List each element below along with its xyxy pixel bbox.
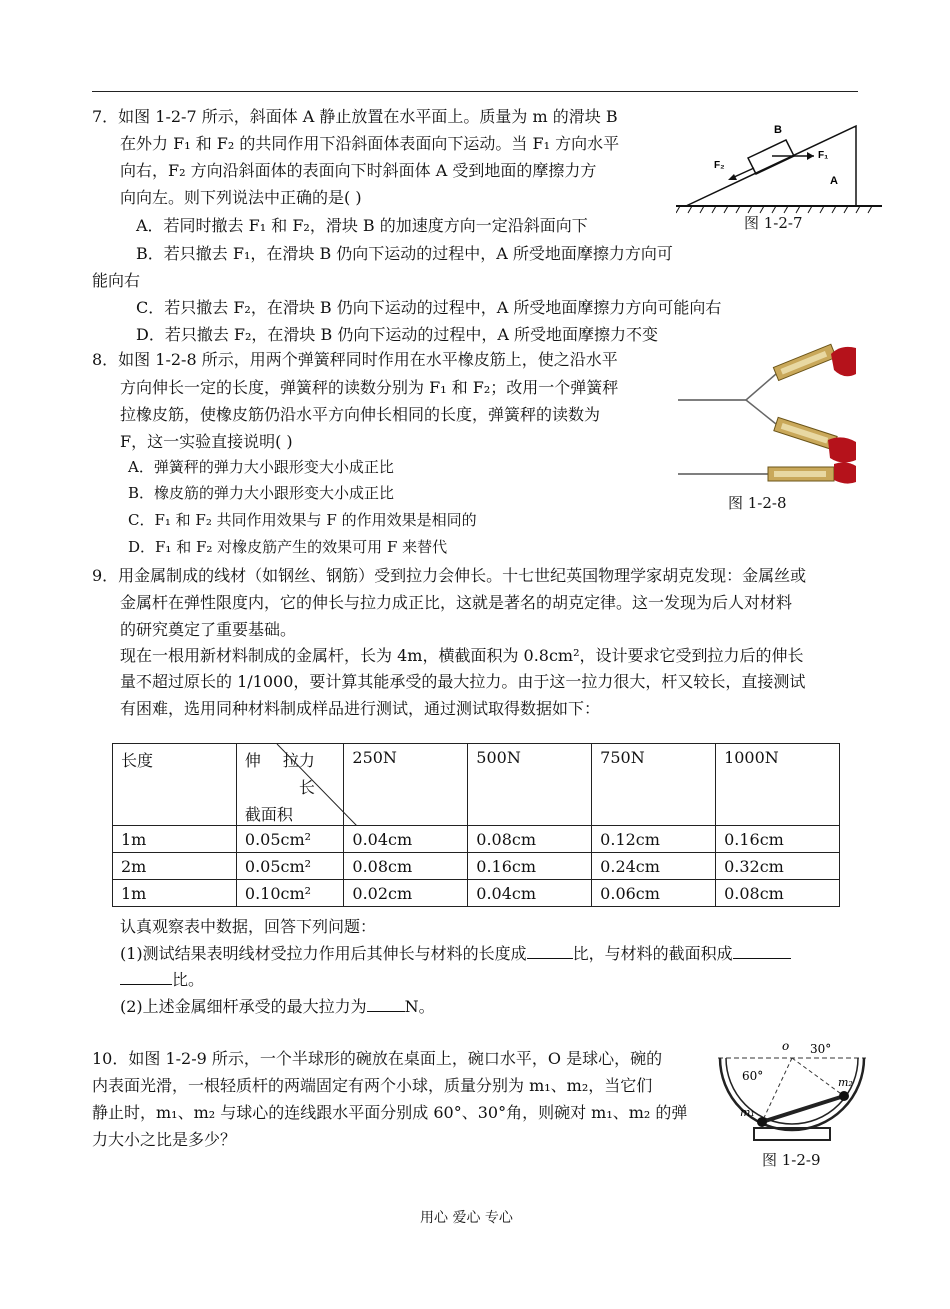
cell: 0.12cm — [592, 826, 716, 853]
q10-line-2: 内表面光滑，一根轻质杆的两端固定有两个小球，质量分别为 m₁、m₂，当它们 — [92, 1076, 653, 1095]
figure-1-2-9-caption: 图 1-2-9 — [762, 1151, 821, 1169]
q9-sub1-text-a: (1)测试结果表明线材受拉力作用后其伸长与材料的长度成 — [120, 944, 527, 963]
header-rule — [92, 91, 858, 92]
label-f1: F₁ — [818, 150, 829, 161]
label-30: 30° — [810, 1042, 832, 1056]
label-m2: m₂ — [838, 1076, 853, 1089]
header-length: 长度 — [113, 744, 237, 826]
cell: 0.04cm — [344, 826, 468, 853]
q7-option-a: A．若同时撤去 F₁ 和 F₂，滑块 B 的加速度方向一定沿斜面向下 — [136, 216, 588, 235]
q10-line-4: 力大小之比是多少？ — [92, 1130, 237, 1149]
q9-sub1 — [120, 941, 791, 964]
q9-line-6: 有困难，选用同种材料制成样品进行测试，通过测试取得数据如下： — [120, 699, 601, 718]
header-stretch: 伸 — [244, 751, 261, 770]
figure-1-2-7-caption: 图 1-2-7 — [744, 214, 803, 232]
cell: 0.16cm — [716, 826, 840, 853]
table-row — [113, 880, 840, 907]
label-o: o — [782, 1039, 790, 1053]
cell: 0.16cm — [468, 853, 592, 880]
q9-line-5: 量不超过原长的 1/1000，要计算其能承受的最大拉力。由于这一拉力很大，杆又较长，直接测试 — [120, 672, 806, 691]
q9-line-2: 金属杆在弹性限度内，它的伸长与拉力成正比，这就是著名的胡克定律。这一发现为后人对材料 — [120, 593, 793, 612]
q7-line-2: 在外力 F₁ 和 F₂ 的共同作用下沿斜面体表面向下运动。当 F₁ 方向水平 — [120, 134, 620, 153]
q9-line-3: 的研究奠定了重要基础。 — [120, 620, 297, 639]
cell: 0.24cm — [592, 853, 716, 880]
q7-option-d: D．若只撤去 F₂，在滑块 B 仍向下运动的过程中，A 所受地面摩擦力不变 — [136, 325, 659, 344]
figure-1-2-8-caption: 图 1-2-8 — [728, 494, 787, 512]
header-area: 截面积 — [244, 805, 293, 824]
q8-line-3: 拉橡皮筋，使橡皮筋仍沿水平方向伸长相同的长度，弹簧秤的读数为 — [120, 405, 601, 424]
header-stretch-2: 长 — [298, 778, 315, 797]
answer-blank-1[interactable] — [527, 944, 573, 959]
row-length: 1m — [113, 880, 237, 907]
header-force-750: 750N — [592, 744, 716, 826]
cell: 0.02cm — [344, 880, 468, 907]
cell: 0.32cm — [716, 853, 840, 880]
label-f2: F₂ — [714, 160, 725, 171]
q8-option-a: A．弹簧秤的弹力大小跟形变大小成正比 — [128, 458, 394, 476]
q7-option-c: C．若只撤去 F₂，在滑块 B 仍向下运动的过程中，A 所受地面摩擦力方向可能向右 — [136, 298, 722, 317]
q10-line-1: 10．如图 1-2-9 所示，一个半球形的碗放在桌面上，碗口水平，O 是球心，碗的 — [92, 1049, 663, 1068]
answer-blank-2[interactable] — [733, 944, 791, 959]
header-force-500: 500N — [468, 744, 592, 826]
data-table — [112, 743, 840, 907]
q8-line-4: F，这一实验直接说明( ) — [120, 432, 293, 451]
q9-sub1-cont — [120, 967, 204, 990]
answer-blank-3[interactable] — [367, 997, 405, 1012]
cell: 0.04cm — [468, 880, 592, 907]
q10-line-3: 静止时，m₁、m₂ 与球心的连线跟水平面分别成 60°、30°角，则碗对 m₁、m₂ 的弹 — [92, 1103, 688, 1122]
cell: 0.06cm — [592, 880, 716, 907]
q9-sub2-text-b: N。 — [404, 997, 435, 1016]
cell: 0.08cm — [716, 880, 840, 907]
row-area: 0.10cm² — [236, 880, 344, 907]
q7-line-4: 向向左。则下列说法中正确的是( ) — [120, 188, 362, 207]
row-length: 1m — [113, 826, 237, 853]
q8-option-d: D．F₁ 和 F₂ 对橡皮筋产生的效果可用 F 来替代 — [128, 538, 448, 556]
spring-balance-figure — [676, 340, 856, 492]
q7-option-b-cont: 能向右 — [92, 271, 141, 290]
q7-line-3: 向右，F₂ 方向沿斜面体的表面向下时斜面体 A 受到地面的摩擦力方 — [120, 161, 597, 180]
table-row — [113, 826, 840, 853]
q9-sub2 — [120, 994, 435, 1017]
q7-option-b: B．若只撤去 F₁，在滑块 B 仍向下运动的过程中，A 所受地面摩擦力方向可 — [136, 244, 673, 263]
incline-figure — [676, 118, 886, 214]
header-diagonal-cell — [236, 744, 344, 826]
label-m1: m₁ — [740, 1106, 755, 1119]
q8-option-b: B．橡皮筋的弹力大小跟形变大小成正比 — [128, 484, 395, 502]
row-area: 0.05cm² — [236, 853, 344, 880]
header-force-250: 250N — [344, 744, 468, 826]
table-row — [113, 853, 840, 880]
q9-sub2-text-a: (2)上述金属细杆承受的最大拉力为 — [120, 997, 367, 1016]
q8-line-2: 方向伸长一定的长度，弹簧秤的读数分别为 F₁ 和 F₂；改用一个弹簧秤 — [120, 378, 619, 397]
label-b: B — [774, 124, 782, 136]
cell: 0.08cm — [344, 853, 468, 880]
q9-sub1-text-b: 比，与材料的截面积成 — [572, 944, 733, 963]
q9-line-1: 9．用金属制成的线材（如钢丝、钢筋）受到拉力会伸长。十七世纪英国物理学家胡克发现：金属丝或 — [92, 566, 807, 585]
bowl-figure — [714, 1036, 870, 1146]
row-length: 2m — [113, 853, 237, 880]
header-force-1000: 1000N — [716, 744, 840, 826]
q7-line-1: 7．如图 1-2-7 所示，斜面体 A 静止放置在水平面上。质量为 m 的滑块 B — [92, 107, 618, 126]
cell: 0.08cm — [468, 826, 592, 853]
label-60: 60° — [742, 1069, 764, 1083]
header-force: 拉力 — [282, 751, 315, 770]
q9-instruction: 认真观察表中数据，回答下列问题： — [120, 917, 377, 936]
label-a: A — [830, 175, 838, 187]
q9-sub1-text-c: 比。 — [172, 970, 205, 989]
q8-line-1: 8．如图 1-2-8 所示，用两个弹簧秤同时作用在水平橡皮筋上，使之沿水平 — [92, 350, 618, 369]
row-area: 0.05cm² — [236, 826, 344, 853]
q8-option-c: C．F₁ 和 F₂ 共同作用效果与 F 的作用效果是相同的 — [128, 511, 477, 529]
page-footer: 用心 爱心 专心 — [420, 1210, 513, 1226]
answer-blank-2-cont[interactable] — [120, 970, 172, 985]
q9-line-4: 现在一根用新材料制成的金属杆，长为 4m，横截面积为 0.8cm²，设计要求它受到拉力后的伸长 — [120, 646, 804, 665]
